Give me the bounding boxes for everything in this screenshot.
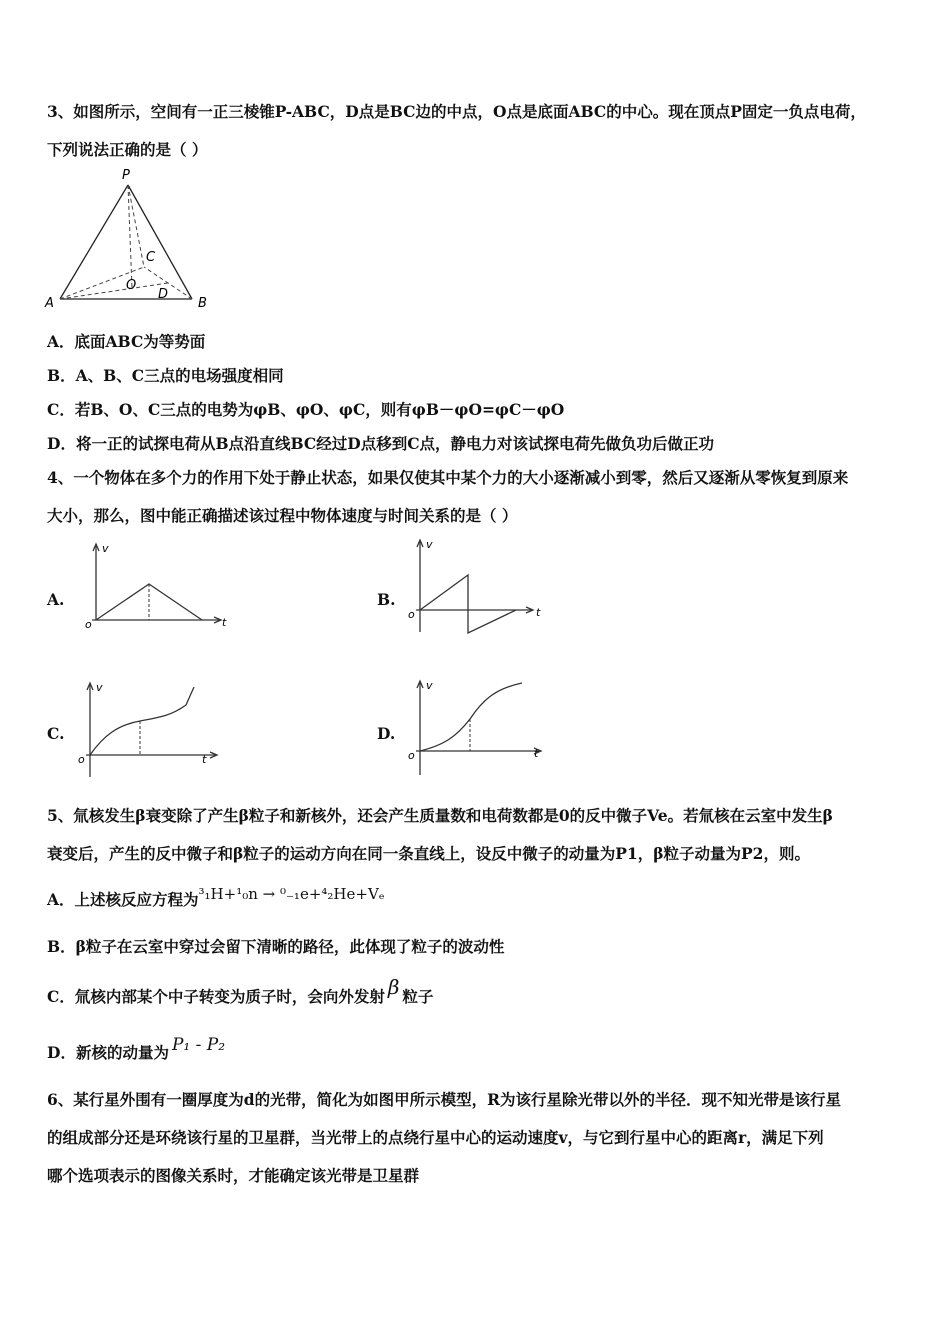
axis-t-label: t (222, 616, 227, 629)
edge-PC (128, 185, 144, 267)
q3-option-c[interactable]: C．若B、O、C三点的电势为φB、φO、φC，则有φB－φO=φC－φO (47, 400, 565, 419)
edge-PA (60, 185, 128, 299)
q4-stem-line2: 大小，那么，图中能正确描述该过程中物体速度与时间关系的是（ ） (47, 506, 518, 525)
origin-label: o (85, 618, 92, 631)
q6-stem-line3: 哪个选项表示的图像关系时，才能确定该光带是卫星群 (47, 1166, 420, 1185)
origin-label: o (78, 753, 85, 766)
q5-option-d-text: D．新核的动量为 (47, 1043, 169, 1062)
q3-option-a[interactable]: A．底面ABC为等势面 (47, 332, 206, 351)
q5-option-c-text: C．氚核内部某个中子转变为质子时，会向外发射 (47, 987, 385, 1006)
axis-t-label: t (202, 753, 207, 766)
q5-option-d[interactable] (47, 1035, 226, 1063)
axis-t-label: t (534, 747, 539, 760)
axis-v-label: v (426, 679, 433, 692)
q4-option-b-label[interactable]: B. (377, 590, 396, 609)
label-B: B (198, 296, 207, 311)
edge-AD (60, 283, 168, 299)
axis-t-label: t (536, 606, 541, 619)
label-O: O (126, 278, 137, 293)
origin-label: o (408, 749, 415, 762)
momentum-expression: P₁ - P₂ (171, 1035, 226, 1055)
q5-stem-line1: 5、氚核发生β衰变除了产生β粒子和新核外，还会产生质量数和电荷数都是0的反中微子Ve。若氚核在云室中发生β (47, 806, 833, 825)
origin-label: o (408, 608, 415, 621)
q3-stem-line2: 下列说法正确的是（ ） (47, 140, 208, 159)
label-P: P (122, 168, 130, 183)
q4-graph-b (402, 532, 552, 642)
nuclear-equation: ³₁H+¹₀n → ⁰₋₁e+⁴₂He+Vₑ (198, 885, 385, 903)
q5-option-c[interactable] (47, 975, 434, 1007)
q5-option-b[interactable]: B．β粒子在云室中穿过会留下清晰的路径，此体现了粒子的波动性 (47, 937, 505, 956)
edge-PB (128, 185, 192, 299)
q6-stem-line2: 的组成部分还是环绕该行星的卫星群，当光带上的点绕行星中心的运动速度v，与它到行星中心的距离r，满足下列 (47, 1128, 824, 1147)
q4-option-a-label[interactable]: A. (47, 590, 65, 609)
q5-stem-line2: 衰变后，产生的反中微子和β粒子的运动方向在同一条直线上，设反中微子的动量为P1，β粒子动量为P2，则。 (47, 844, 810, 863)
q4-option-c-label[interactable]: C. (47, 724, 65, 743)
axis-v-label: v (426, 538, 433, 551)
q6-stem-line1: 6、某行星外围有一圈厚度为d的光带，简化为如图甲所示模型，R为该行星除光带以外的半径．现不知光带是该行星 (47, 1090, 842, 1109)
q5-option-c-tail: 粒子 (402, 987, 434, 1006)
q4-graph-c (76, 675, 226, 785)
pyramid-figure (40, 165, 220, 315)
label-D: D (158, 287, 169, 302)
axis-v-label: v (102, 542, 109, 555)
q3-option-d[interactable]: D．将一正的试探电荷从B点沿直线BC经过D点移到C点，静电力对该试探电荷先做负功后做正功 (47, 434, 715, 453)
label-C: C (146, 250, 156, 265)
beta-symbol: β (387, 975, 400, 999)
q5-option-a-text: A．上述核反应方程为 (47, 890, 199, 909)
q4-graph-d (404, 675, 554, 785)
q3-option-b[interactable]: B．A、B、C三点的电场强度相同 (47, 366, 284, 385)
q4-option-d-label[interactable]: D. (377, 724, 396, 743)
axis-v-label: v (96, 681, 103, 694)
q5-option-a[interactable] (47, 885, 385, 910)
q3-stem-line1: 3、如图所示，空间有一正三棱锥P-ABC，D点是BC边的中点，O点是底面ABC的中心。现在顶点P固定一负点电荷， (47, 102, 866, 121)
q4-stem-line1: 4、一个物体在多个力的作用下处于静止状态，如果仅使其中某个力的大小逐渐减小到零，然后又逐渐从零恢复到原来 (47, 468, 849, 487)
q4-graph-a (82, 538, 232, 633)
label-A: A (45, 296, 54, 311)
